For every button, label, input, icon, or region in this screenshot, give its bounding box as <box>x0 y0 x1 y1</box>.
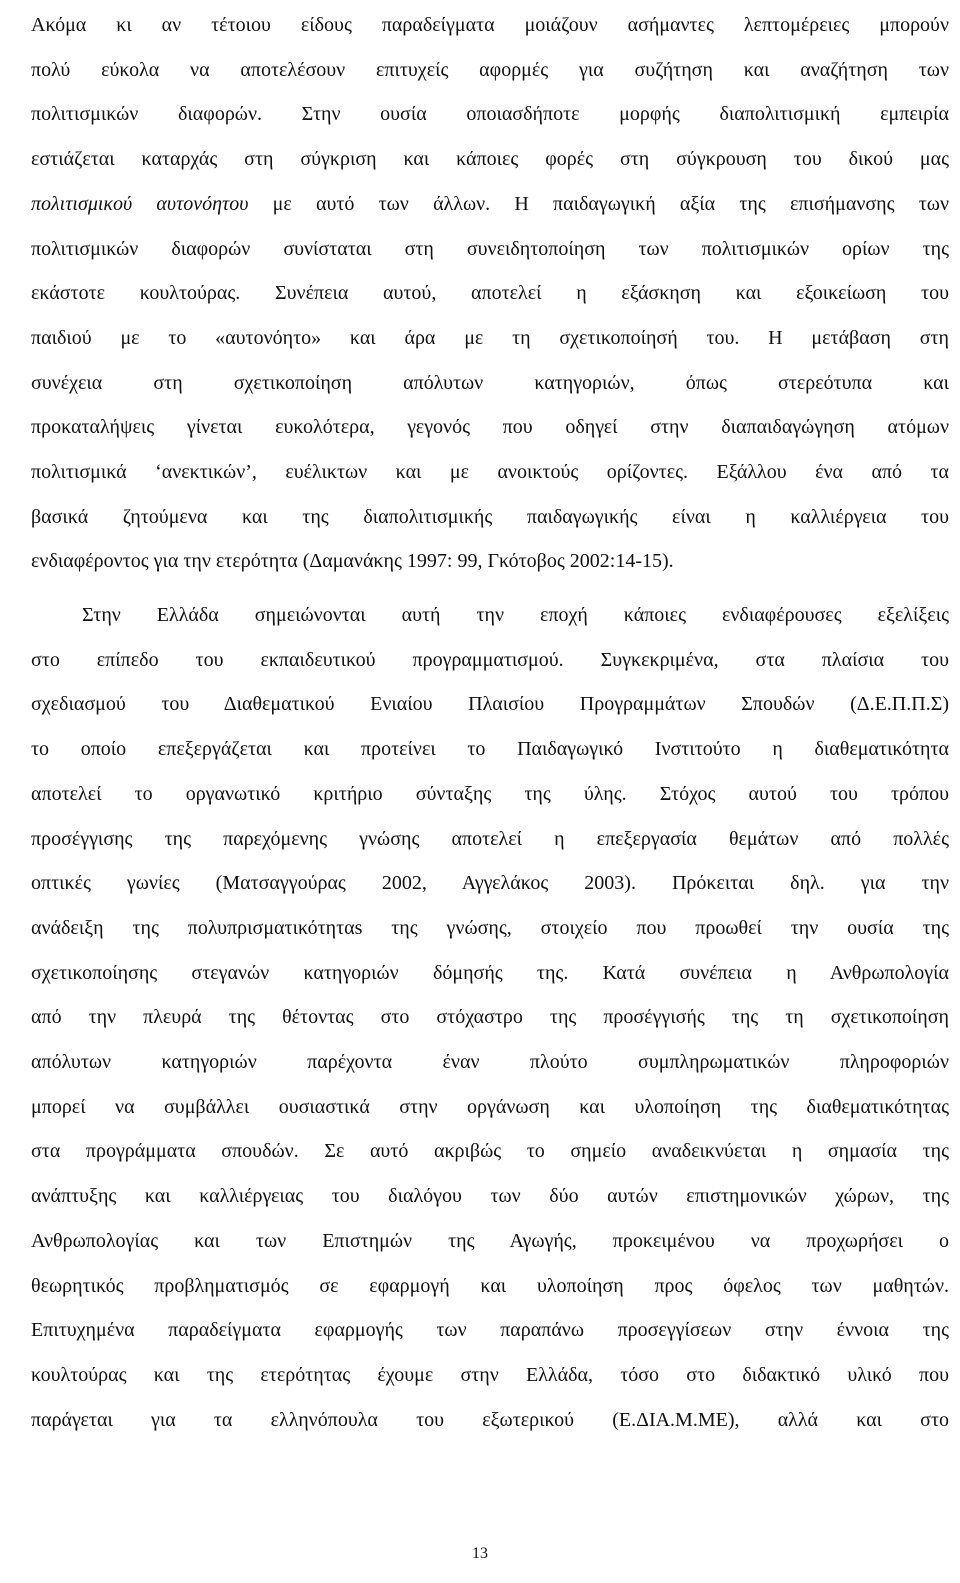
text-span: πολύ εύκολα να αποτελέσουν επιτυχείς αφορμές για συζήτηση και αναζήτηση των <box>31 58 949 81</box>
text-line <box>31 1401 949 1440</box>
text-line <box>31 1088 949 1127</box>
text-line <box>31 542 949 581</box>
text-span: Στην Ελλάδα σημειώνονται αυτή την εποχή κάποιες ενδιαφέρουσες εξελίξεις <box>82 604 949 626</box>
text-line <box>31 408 949 447</box>
italic-text: πολιτισμικού αυτονόητου <box>31 192 249 215</box>
text-span: συνέχεια στη σχετικοποίηση απόλυτων κατηγοριών, όπως στερεότυπα και <box>31 371 949 394</box>
text-span: κουλτούρας και της ετερότητας έχουμε στην Ελλάδα, τόσο στο διδακτικό υλικό που <box>31 1363 949 1386</box>
text-line <box>31 998 949 1037</box>
text-span: πολιτισμικά ‘ανεκτικών’, ευέλικτων και με ανοικτούς ορίζοντες. Εξάλλου ένα από τα <box>31 461 949 483</box>
text-span: από την πλευρά της θέτοντας στο στόχαστρο της προσέγγισής της τη σχετικοποίηση <box>31 1006 949 1029</box>
text-line <box>31 1043 949 1082</box>
text-line <box>31 1177 949 1216</box>
text-span: με αυτό των άλλων. Η παιδαγωγική αξία της επισήμανσης των <box>248 192 949 215</box>
text-span: στα προγράμματα σπουδών. Σε αυτό ακριβώς το σημείο αναδεικνύεται η σημασία της <box>31 1140 949 1163</box>
text-span: προκαταλήψεις γίνεται ευκολότερα, γεγονός που οδηγεί στην διαπαιδαγώγηση ατόμων <box>31 416 949 439</box>
text-span: θεωρητικός προβληματισμός σε εφαρμογή και υλοποίηση προς όφελος των μαθητών. <box>31 1274 949 1297</box>
text-line <box>31 954 949 993</box>
text-line <box>31 6 949 45</box>
text-line <box>31 498 949 537</box>
text-line <box>31 140 949 179</box>
text-line <box>31 230 949 269</box>
text-line <box>31 274 949 313</box>
text-line <box>31 820 949 859</box>
text-span: πολιτισμικών διαφορών συνίσταται στη συνειδητοποίηση των πολιτισμικών ορίων της <box>31 237 949 260</box>
text-line <box>31 730 949 769</box>
text-line <box>31 596 949 635</box>
text-span: ανάπτυξης και καλλιέργειας του διαλόγου των δύο αυτών επιστημονικών χώρων, της <box>31 1185 949 1208</box>
text-line <box>31 864 949 903</box>
text-line <box>31 1222 949 1261</box>
text-span: βασικά ζητούμενα και της διαπολιτισμικής παιδαγωγικής είναι η καλλιέργεια του <box>31 505 949 528</box>
text-span: σχεδιασμού του Διαθεματικού Ενιαίου Πλαισίου Προγραμμάτων Σπουδών (Δ.Ε.Π.Π.Σ) <box>31 693 949 716</box>
text-span: αποτελεί το οργανωτικό κριτήριο σύνταξης της ύλης. Στόχος αυτού του τρόπου <box>31 782 949 805</box>
text-line <box>31 1311 949 1350</box>
text-span: μπορεί να συμβάλλει ουσιαστικά στην οργάνωση και υλοποίηση της διαθεματικότητας <box>31 1095 949 1118</box>
text-span: σχετικοποίησης στεγανών κατηγοριών δόμησής της. Κατά συνέπεια η Ανθρωπολογία <box>31 961 949 984</box>
text-span: Ανθρωπολογίας και των Επιστημών της Αγωγής, προκειμένου να προχωρήσει ο <box>31 1229 949 1252</box>
text-line <box>31 185 949 224</box>
text-span: το οποίο επεξεργάζεται και προτείνει το Παιδαγωγικό Ινστιτούτο η διαθεματικότητα <box>31 738 949 761</box>
text-span: παιδιού με το «αυτονόητο» και άρα με τη σχετικοποίησή του. Η μετάβαση στη <box>31 326 949 349</box>
text-span: προσέγγισης της παρεχόμενης γνώσης αποτελεί η επεξεργασία θεμάτων από πολλές <box>31 827 949 850</box>
text-span: ανάδειξη της πολυπρισματικότηταs της γνώσης, στοιχείο που προωθεί την ουσία της <box>31 916 949 939</box>
text-line <box>31 51 949 90</box>
text-line <box>31 1267 949 1306</box>
text-span: οπτικές γωνίες (Ματσαγγούρας 2002, Αγγελάκος 2003). Πρόκειται δηλ. για την <box>31 872 949 895</box>
text-span: παράγεται για τα ελληνόπουλα του εξωτερικού (Ε.ΔΙΑ.Μ.ΜΕ), αλλά και στο <box>31 1408 949 1431</box>
text-span: Ακόμα κι αν τέτοιου είδους παραδείγματα μοιάζουν ασήμαντες λεπτομέρειες μπορούν <box>31 14 949 36</box>
text-span: απόλυτων κατηγοριών παρέχοντα έναν πλούτο συμπληρωματικών πληροφοριών <box>31 1051 949 1073</box>
text-line <box>31 775 949 814</box>
text-line <box>31 95 949 134</box>
text-line <box>31 319 949 358</box>
text-line <box>31 641 949 680</box>
text-line <box>31 685 949 724</box>
text-span: στο επίπεδο του εκπαιδευτικού προγραμματισμού. Συγκεκριμένα, στα πλαίσια του <box>31 648 949 671</box>
text-span: ενδιαφέροντος για την ετερότητα (Δαμανάκης 1997: 99, Γκότοβος 2002:14-15). <box>31 550 674 573</box>
text-line <box>31 453 949 492</box>
text-line <box>31 1356 949 1395</box>
page-number: 13 <box>472 1545 488 1562</box>
text-line <box>31 909 949 948</box>
text-line <box>31 364 949 403</box>
text-span: πολιτισμικών διαφορών. Στην ουσία οποιασδήποτε μορφής διαπολιτισμική εμπειρία <box>31 103 949 126</box>
text-span: εκάστοτε κουλτούρας. Συνέπεια αυτού, αποτελεί η εξάσκηση και εξοικείωση του <box>31 282 949 305</box>
text-line <box>31 1132 949 1171</box>
text-span: Επιτυχημένα παραδείγματα εφαρμογής των παραπάνω προσεγγίσεων στην έννοια της <box>31 1319 949 1342</box>
text-span: εστιάζεται καταρχάς στη σύγκριση και κάποιες φορές στη σύγκρουση του δικού μας <box>31 148 949 171</box>
